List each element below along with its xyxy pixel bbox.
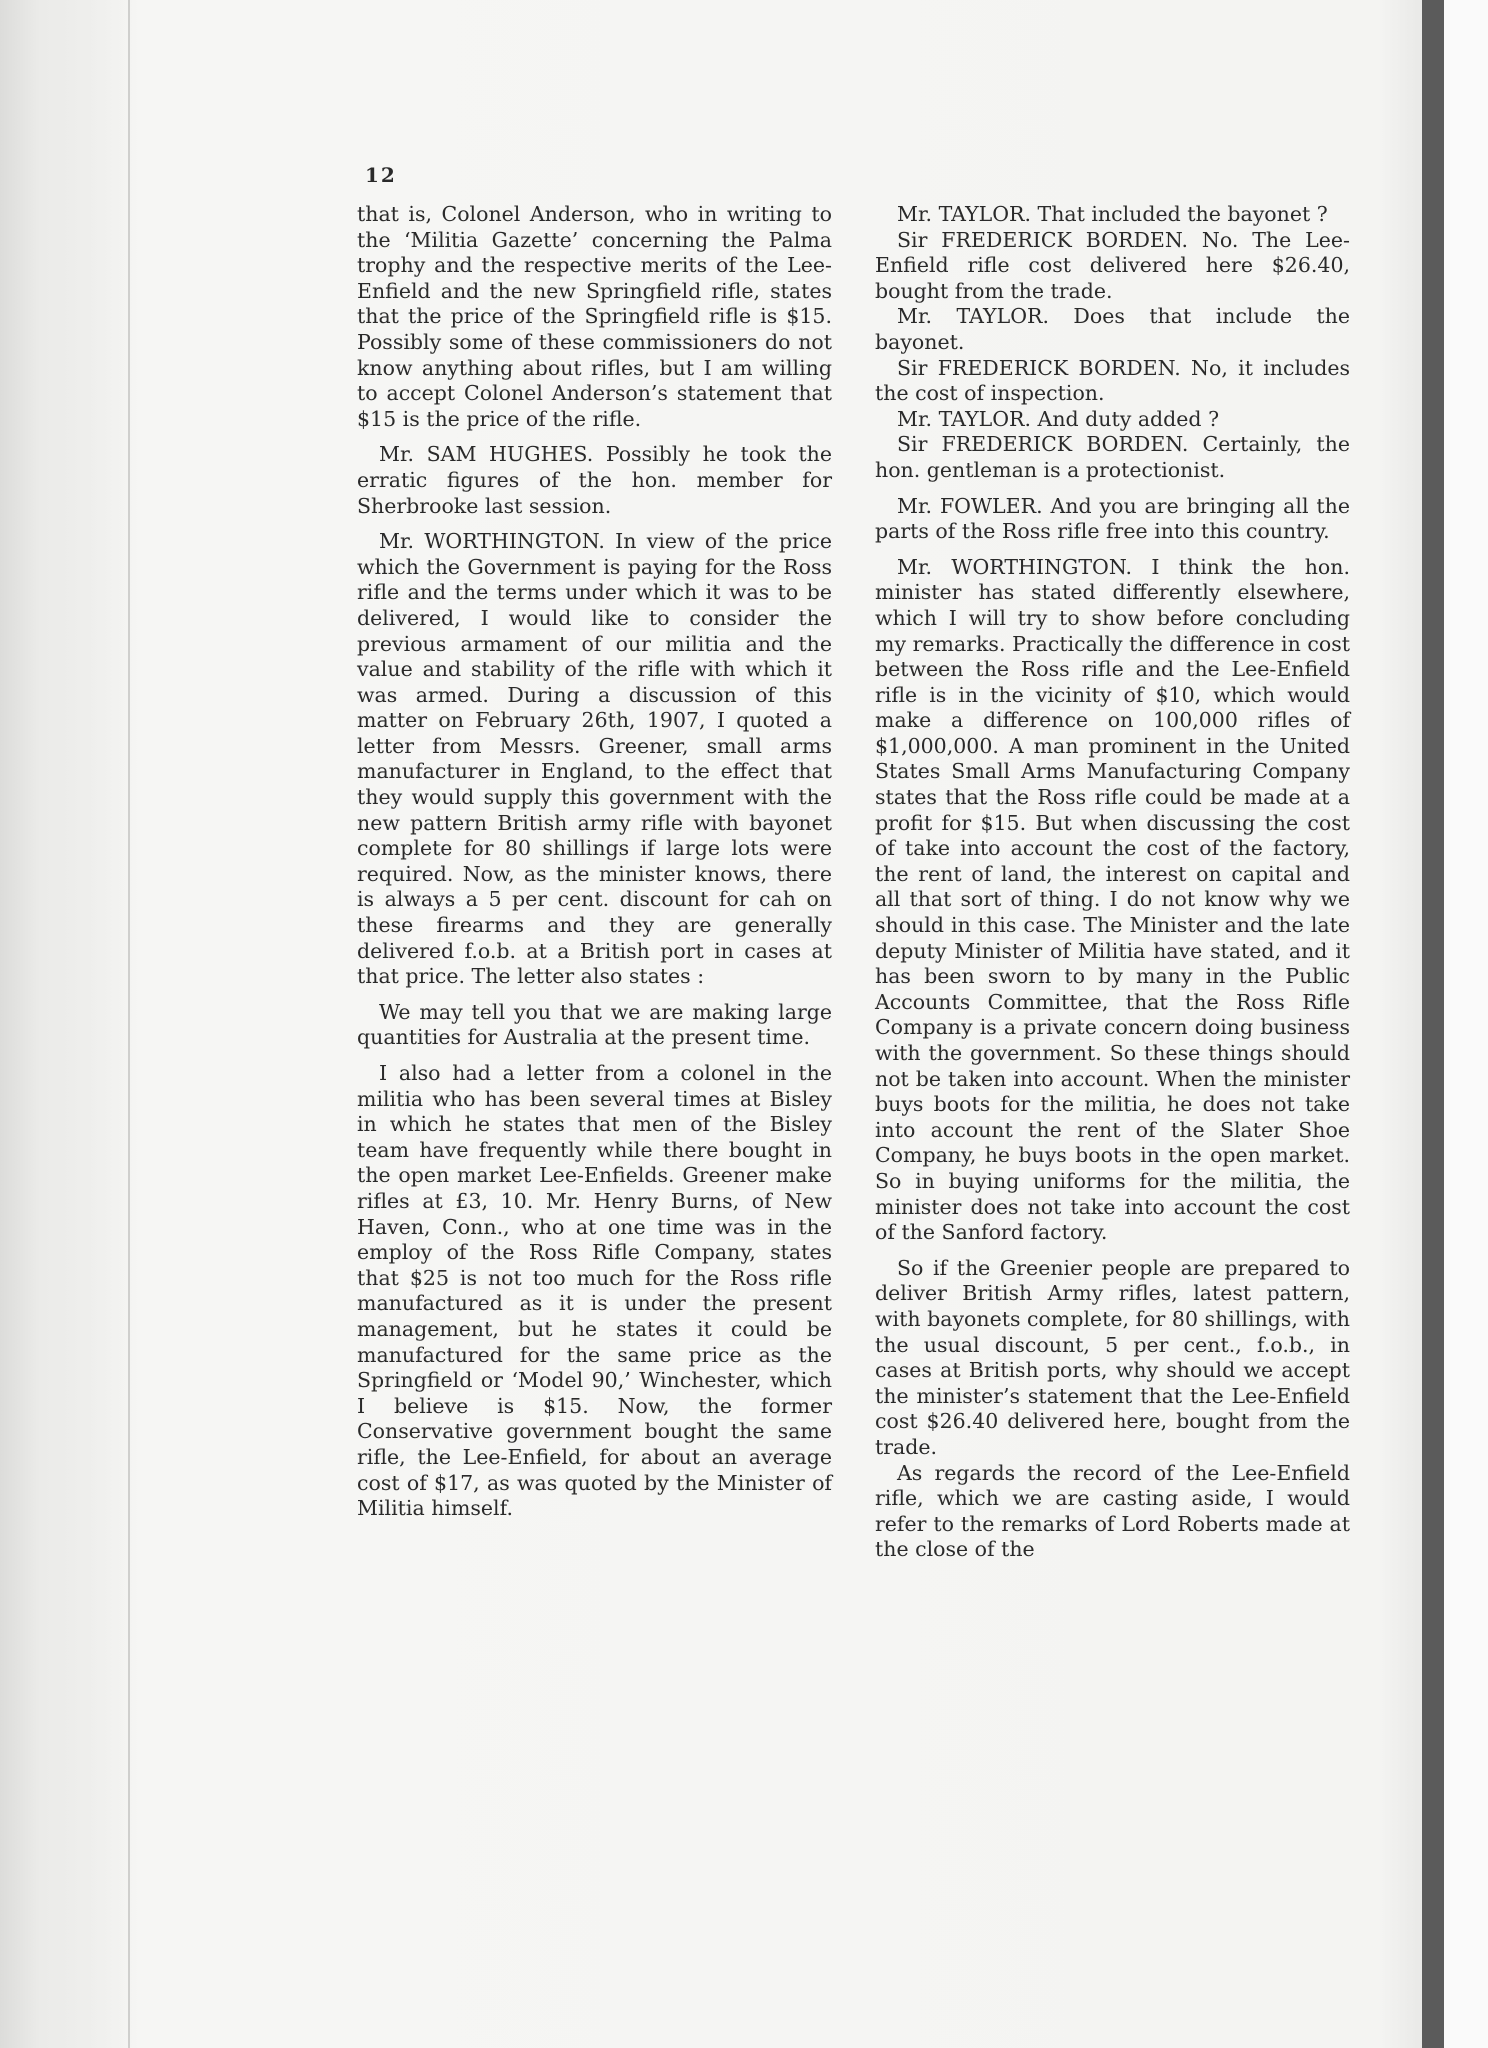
paragraph: Sir FREDERICK BORDEN. Certainly, the hon. gentleman is a protectionist. [875,432,1350,482]
paragraph: Mr. TAYLOR. That included the bayonet ? [897,202,1328,226]
paragraph: Sir FREDERICK BORDEN. No, it includes the cost of inspection. [875,355,1350,406]
paragraph: Mr. WORTHINGTON. I think the hon. minister has stated differently elsewhere, which I will try to show before concluding my remarks. Practically the difference in cost between the Ross rifle and the Lee-Enfield rifle is in the vicinity of $10, which would make a difference on 100,000 rifles of $1,000,000. A man prominent in the United States Small Arms Manufacturing Company states that the Ross rifle could be made at a profit for $15. But when discussing the cost of take into account the cost of the factory, the rent of land, the interest on capital and all that sort of thing. I do not know why we should in this case. The Minister and the late deputy Minister of Militia have stated, and it has been sworn to by many in the Public Accounts Committee, that the Ross Rifle Company is a private concern doing business with the government. So these things should not be taken into account. When the minister buys boots for the militia, he does not take into account the rent of the Slater Shoe Company, he buys boots in the open market. So in buying uniforms for the militia, the minister does not take into account the cost of the Sanford factory. [875,554,1350,1245]
paragraph: I also had a letter from a colonel in the militia who has been several times at Bisley in which he states that men of the Bisley team have frequently while there bought in the open market Lee-Enfields. Greener make rifles at £3, 10. Mr. Henry Burns, of New Haven, Conn., who at one time was in the employ of the Ross Rifle Company, states that $25 is not too much for the Ross rifle manufactured as it is under the present management, but he states it could be manufactured for the same price as the Springfield or ‘Model 90,’ Winchester, which I believe is $15. Now, the former Conservative government bought the same rifle, the Lee-Enfield, for about an average cost of $17, as was quoted by the Minister of Militia himself. [357,1061,832,1521]
paragraph: Mr. TAYLOR. Does that include the bayonet. [875,304,1350,354]
paragraph: So if the Greenier people are prepared to deliver British Army rifles, latest pattern, with bayonets complete, for 80 shillings, with the usual discount, 5 per cent., f.o.b., in cases at British ports, why should we accept the minister’s statement that the Lee-Enfield cost $26.40 delivered here, bought from the trade. [875,1255,1350,1459]
quoted-letter: We may tell you that we are making large quantities for Australia at the present time. [357,999,832,1050]
paragraph: Mr. WORTHINGTON. In view of the price which the Government is paying for the Ross rifle and the terms under which it was to be delivered, I would like to consider the previous armament of our militia and the value and stability of the rifle with which it was armed. During a discussion of this matter on February 26th, 1907, I quoted a letter from Messrs. Greener, small arms manufacturer in England, to the effect that they would supply this government with the new pattern British army rifle with bayonet complete for 80 shillings if large lots were required. Now, as the minister knows, there is always a 5 per cent. discount for cah on these firearms and they are generally delivered f.o.b. at a British port in cases at that price. The letter also states : [357,529,832,989]
paragraph: Mr. SAM HUGHES. Possibly he took the erratic figures of the hon. member for Sherbrooke last session. [357,442,832,518]
paragraph: Mr. FOWLER. And you are bringing all the parts of the Ross rifle free into this country. [875,493,1350,544]
right-column [875,202,1350,1563]
paragraph: As regards the record of the Lee-Enfield rifle, which we are casting aside, I would refer to the remarks of Lord Roberts made at the close of the [875,1460,1350,1562]
page-number: 12 [365,163,397,187]
binding-edge [128,0,130,2048]
paragraph: that is, Colonel Anderson, who in writing to the ‘Militia Gazette’ concerning the Palma trophy and the respective merits of the Lee-Enfield and the new Springfield rifle, states that the price of the Springfield rifle is $15. Possibly some of these commissioners do not know anything about rifles, but I am willing to accept Colonel Anderson’s statement that $15 is the price of the rifle. [357,202,832,431]
binding-shadow [0,0,140,2048]
paragraph: Mr. TAYLOR. And duty added ? [897,406,1220,431]
paragraph: Sir FREDERICK BORDEN. No. The Lee-Enfield rifle cost delivered here $26.40, bought from the trade. [875,227,1350,303]
page-edge-bar [1422,0,1444,2048]
left-column [357,202,832,1522]
page-margin-right [1444,0,1488,2048]
